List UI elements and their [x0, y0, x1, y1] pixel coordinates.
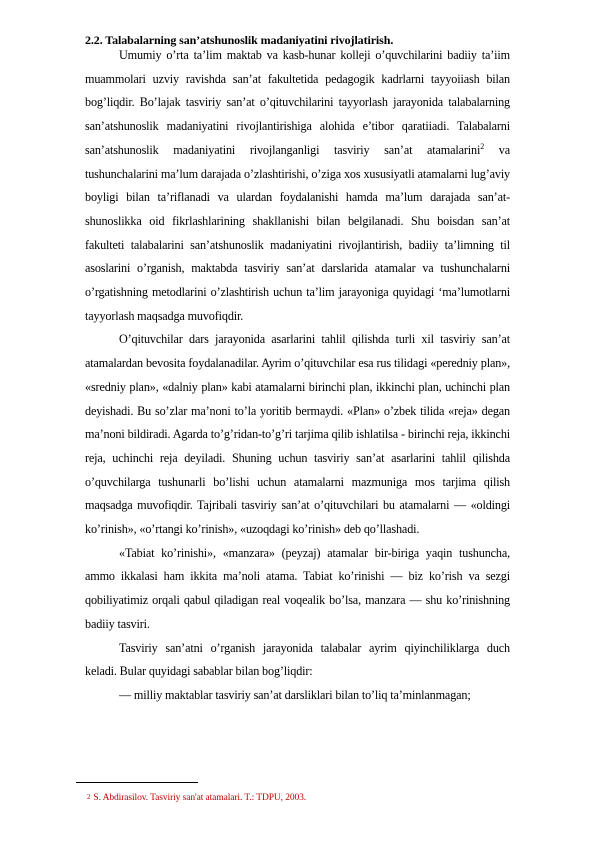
- footnote: [87, 791, 306, 804]
- section-heading: 2.2. Talabalarning san’atshunoslik madaniyatini rivojlatirish.: [85, 33, 394, 47]
- paragraph-1: [85, 44, 510, 328]
- dash-list-item: — milliy maktablar tasviriy san’at darsliklari bilan to’liq ta’minlanmagan;: [119, 687, 471, 702]
- paragraph-1-text-b: va tushunchalarini ma’lum darajada o’zlashtirishi, o’ziga xos xususiyatli atamalarni lug’aviy boyligi bilan ta’riflanadi va ulardan foydalanishi hamda ma’lum darajada san’at-shunoslikka oid fikrlashlarining shakllanishi bilan belgilanadi. Shu boisdan san’at fakulteti talabalarini san’atshunoslik madaniyatini rivojlantirish, badiiy ta’limning til asoslarini o’rganish, maktabda tasviriy san’at darslarida atamalar va tushunchalarni o’rgatishning metodlarini o’zlashtirish uchun ta’lim jarayoniga quyidagi ‘ma’lumotlarni tayyorlash maqsadga muvofiqdir.: [85, 142, 510, 323]
- document-body: [85, 33, 510, 708]
- paragraph-4: Tasviriy san’atni o’rganish jarayonida talabalar ayrim qiyinchiliklarga duch keladi. Bular quyidagi sabablar bilan bog’liqdir:: [85, 640, 510, 679]
- footnote-reference[interactable]: 2: [480, 141, 485, 151]
- paragraph-1-text-a: Umumiy o’rta ta’lim maktab va kasb-hunar kolleji o’quvchilarini badiiy ta’iim muammolari uzviy ravishda san’at fakultetida pedagogik kadrlarni tayyoiiash bilan bog’liqdir. Bo’lajak tasviriy san’at o’qituvchilarini tayyorlash jarayonida talabalarning san’atshunoslik madaniyatini rivojlantirishiga alohida e’tibor qaratiiadi. Talabalarni san’atshunoslik madaniyatini rivojlanganligi tasviriy san’at atamalarini: [85, 48, 510, 157]
- footnote-separator: [76, 782, 198, 783]
- footnote-text: S. Abdirasilov. Tasviriy san'at atamalari. T.: TDPU, 2003.: [93, 793, 307, 803]
- footnote-number: 2: [87, 793, 91, 801]
- paragraph-3: «Tabiat ko’rinishi», «manzara» (peyzaj) atamalar bir-biriga yaqin tushuncha, ammo ikkalasi ham ikkita ma’noli atama. Tabiat ko’rinishi — biz ko’rish va sezgi qobiliyatimiz orqali qabul qiladigan real voqealik bo’lsa, manzara — shu ko’rinishning badiiy tasviri.: [85, 545, 510, 631]
- paragraph-2: O’qituvchilar dars jarayonida asarlarini tahlil qilishda turli xil tasviriy san’at atamalardan bevosita foydalanadilar. Ayrim o’qituvchilar esa rus tilidagi «peredniy plan», «sredniy plan», «dalniy plan» kabi atamalarni birinchi plan, ikkinchi plan, uchinchi plan deyishadi. Bu so’zlar ma’noni to’la yoritib bermaydi. «Plan» o’zbek tilida «reja» degan ma’noni bildiradi. Agarda to’g’ridan-to’g’ri tarjima qilib ishlatilsa - birinchi reja, ikkinchi reja, uchinchi reja deyiladi. Shuning uchun tasviriy san’at asarlarini tahlil qilishda o’quvchilarga tushunarli bo’lishi uchun atamalarni mazmuniga mos tarjima qilish maqsadga muvofiqdir. Tajribali tasviriy san’at o’qituvchilari bu atamalarni — «oldingi ko’rinish», «o’rtangi ko’rinish», «uzoqdagi ko’rinish» deb qo’llashadi.: [85, 332, 510, 537]
